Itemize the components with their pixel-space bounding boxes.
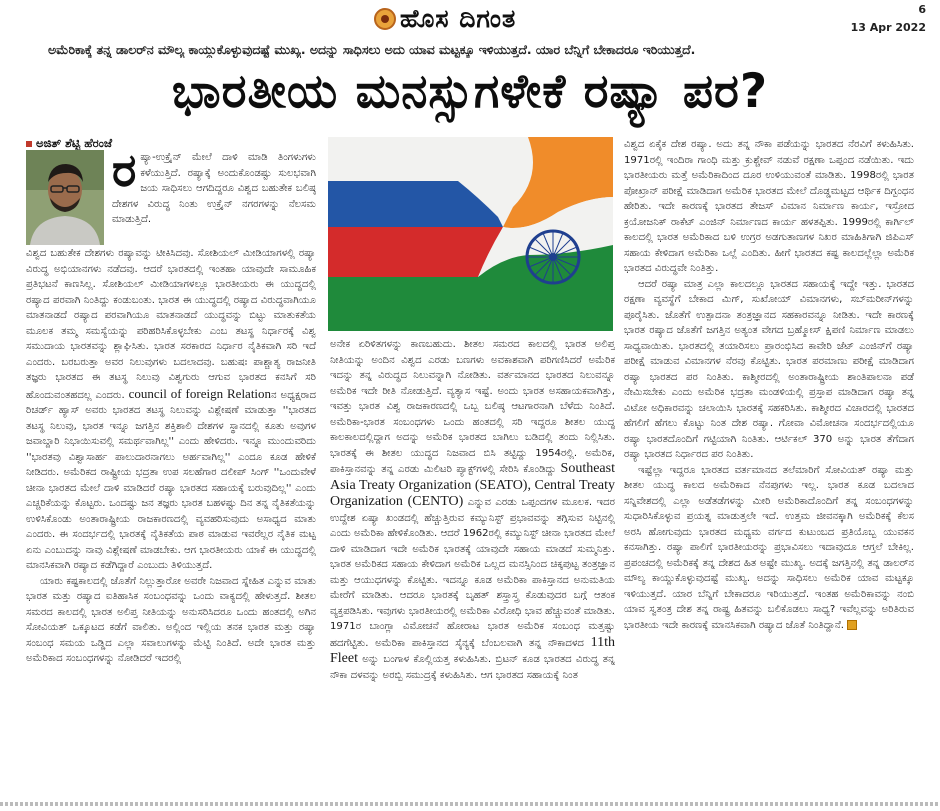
author-name: ಅಜಿತ್ ಶೆಟ್ಟಿ ಹೆರಂಜೆ — [36, 136, 113, 150]
article-column-3 — [624, 137, 914, 801]
paragraph-text: ಅನ್ನು ಬಂಗಾಳ ಕೊಲ್ಲಿಯತ್ತ ಕಳುಹಿಸಿತು. ಬ್ರಿಟನ್ ಕೂಡ ಭಾರತದ ವಿರುದ್ಧ ತನ್ನ ನೌಕಾ ದಳವನ್ನು ಅರಬ್ಬಿ ಸಮುದ್ರಕ್ಕೆ ಕಳುಹಿಸಿತು. ಆಗ ಭಾರತದ ಸಹಾಯಕ್ಕೆ ನಿಂತ — [330, 654, 615, 681]
newspaper-title: ಹೊಸ ದಿಗಂತ — [400, 4, 517, 33]
article-strapline: ಅಮೆರಿಕಾಕ್ಕೆ ತನ್ನ ಡಾಲರ್‌ನ ಮೌಲ್ಯ ಕಾಯ್ದುಕೊಳ್ಳುವುದಷ್ಟೆ ಮುಖ್ಯ. ಅದನ್ನು ಸಾಧಿಸಲು ಅದು ಯಾವ ಮಟ್ಟಕ್ಕೂ ಇಳಿಯುತ್ತದೆ. ಯಾರ ಬೆನ್ನಿಗೆ ಬೇಕಾದರೂ ಇರಿಯುತ್ತದೆ. — [48, 42, 696, 57]
paragraph-text: ಅನೇಕ ಏರಿಳಿತಗಳನ್ನು ಕಾಣಬಹುದು. ಶೀತಲ ಸಮರದ ಕಾಲದಲ್ಲಿ ಭಾರತ ಅಲಿಪ್ತ ನೀತಿಯನ್ನು ಅಂದಿನ ವಿಶ್ವದ ಎರಡು ಬಣಗಳು ಅವಕಾಶವಾಗಿ ಪರಿಗಣಿಸಿದರೆ ಅಮೆರಿಕ ಇದನ್ನು ತನ್ನ ವಿರುದ್ಧದ ನಿಲುವನ್ನಾಗಿ ನೋಡಿತು. ವರ್ತಮಾನದ ಭಾರತದ ನಿಲುವನ್ನೂ ಅಮೆರಿಕ ಇದೇ ರೀತಿ ನೋಡುತ್ತಿದೆ. ವ್ಯತ್ಯಾಸ ಇಷ್ಟೆ. ಅಂದು ಭಾರತ ಅಸಹಾಯಕವಾಗಿತ್ತು, ಇವತ್ತು ಭಾರತ ವಿಶ್ವ ರಾಜಕಾರಣದಲ್ಲಿ ಒಬ್ಬ ಬಲಿಷ್ಠ ಆಟಗಾರನಾಗಿ ಬೆಳೆದು ನಿಂತಿದೆ. ಅಮೆರಿಕಾ-ಭಾರತ ಸಂಬಂಧಗಳು ಒಂದು ಹಂತದಲ್ಲಿ ಸರಿ ಇದ್ದರೂ ಶೀತಲ ಯುದ್ಧ ಕಾಲಕಾಲದಲ್ಲಿದ್ದಾಗ ಅದನ್ನು ಅಮೆರಿಕ ಭಾರತದ ಬಾಗಿಲು ಬಡಿದಲ್ಲಿ ತಂದು ನಿಲ್ಲಿಸಿತು. ಭಾರತಕ್ಕೆ ಈ ಶೀತಲ ಯುದ್ಧದ ನಿಜವಾದ ಬಿಸಿ ತಟ್ಟಿದ್ದು 1954ರಲ್ಲಿ. ಅಮೆರಿಕ, ಪಾಕಿಸ್ತಾನವನ್ನು ತನ್ನ ಎರಡು ಮಿಲಿಟರಿ ಪ್ಯಾಕ್ಟ್‌ಗಳಲ್ಲಿ ಸೇರಿಸಿ ಕೊಂಡಿದ್ದು — [330, 339, 615, 475]
sun-logo-icon — [374, 8, 396, 30]
newspaper-logo — [374, 3, 516, 35]
masthead — [0, 0, 940, 44]
paragraph-text: ಎನ್ನುವ ಎರಡು ಒಪ್ಪಂದಗಳ ಮೂಲಕ. ಇದರ ಉದ್ದೇಶ ಏಷ್ಯಾ ಖಂಡದಲ್ಲಿ ಹೆಚ್ಚುತ್ತಿರುವ ಕಮ್ಯುನಿಸ್ಟ್ ಪ್ರಭಾವವನ್ನು ತಗ್ಗಿಸುವ ನಿಟ್ಟಿನಲ್ಲಿ ಎಂದು ಅಮೆರಿಕಾ ಹೇಳಿಕೊಂಡಿತು. ಆದರೆ 1962ರಲ್ಲಿ ಕಮ್ಯುನಿಸ್ಟ್ ಚೀನಾ ಭಾರತದ ಮೇಲೆ ದಾಳಿ ಮಾಡಿದಾಗ ಇದೇ ಅಮೆರಿಕ ಭಾರತಕ್ಕೆ ಯಾವುದೇ ಸಹಾಯ ಮಾಡದೆ ಸುಮ್ಮನಿತ್ತು. ಭಾರತ ಅಮೆರಿಕದ ಸಹಾಯ ಕೇಳಿದಾಗ ಅಮೆರಿಕ ಒಲ್ಲದ ಮನಸ್ಸಿನಿಂದ ಚಿಕ್ಕಪುಟ್ಟ ತಂತ್ರಜ್ಞಾನ ಮತ್ತು ಆಯುಧಗಳನ್ನು ಕೊಟ್ಟಿತು. ಇದನ್ನೂ ಕೂಡ ಅಮೆರಿಕಾ ಪಾಕಿಸ್ತಾನದ ಅನುಮತಿಯ ಮೇರೆಗೆ ಮಾಡಿತು. ಆದರೂ ಭಾರತಕ್ಕೆ ಬೃಹತ್ ಶಸ್ತ್ರಾಸ್ತ್ರ ಕೊಡುವುದರ ಬಗ್ಗೆ ಆತಂಕ ವ್ಯಕ್ತಪಡಿಸಿತು. ಇವುಗಳು ಭಾರತೀಯರಲ್ಲಿ ಅಮೆರಿಕಾ ವಿರೋಧಿ ಭಾವ ಹೆಚ್ಚುವಂತೆ ಮಾಡಿತು. 1971ರ ಬಾಂಗ್ಲಾ ವಿಮೋಚನೆ ಹೋರಾಟ ಭಾರತ ಅಮೆರಿಕ ಸಂಬಂಧ ಮತ್ತಷ್ಟು ಹದಗೆಟ್ಟಿತು. ಅಮೆರಿಕಾ ಪಾಕಿಸ್ತಾನದ ಸೈನ್ಯಕ್ಕೆ ಬೆಂಬಲವಾಗಿ ತನ್ನ ನೌಕಾದಳದ — [330, 497, 615, 649]
article-headline: ಭಾರತೀಯ ಮನಸ್ಸುಗಳೇಕೆ ರಷ್ಯಾ ಪರ? — [171, 64, 769, 119]
english-term: 11th Fleet — [330, 634, 615, 666]
intro-text: ಷ್ಯಾ-ಉಕ್ರೈನ್ ಮೇಲೆ ದಾಳಿ ಮಾಡಿ ತಿಂಗಳುಗಳು ಕಳೆಯುತ್ತಿದೆ. ರಷ್ಯಾಕ್ಕೆ ಅಂದುಕೊಂಡಷ್ಟು ಸುಲಭವಾಗಿ ಜಯ ಸಾಧಿಸಲು ಆಗದಿದ್ದರೂ ವಿಶ್ವದ ಬಹುತೇಕ ಬಲಿಷ್ಠ ದೇಶಗಳ ವಿರುದ್ಧ ನಿಂತು ಉಕ್ರೈನ್ ನಗರಗಳನ್ನು ನೆಲಸಮ ಮಾಡುತ್ತಿದೆ. — [112, 152, 316, 225]
paragraph: ಆದರೆ ರಷ್ಯಾ ಮಾತ್ರ ಎಲ್ಲಾ ಕಾಲದಲ್ಲೂ ಭಾರತದ ಸಹಾಯಕ್ಕೆ ಇದ್ದೇ ಇತ್ತು. ಭಾರತದ ರಕ್ಷಣಾ ವ್ಯವಸ್ಥೆಗೆ ಬೇಕಾದ ಮಿಗ್, ಸುಖೋಯ್ ವಿಮಾನಗಳು, ಸಬ್‌ಮರೀನ್‌ಗಳನ್ನು ಪೂರೈಸಿತು. ಜೊತೆಗೆ ಉತ್ಪಾದನಾ ತಂತ್ರಜ್ಞಾನದ ಸಹಕಾರವನ್ನೂ ನೀಡಿತು. ಇದೇ ಕಾರಣಕ್ಕೆ ಭಾರತ ರಷ್ಯಾದ ಜೊತೆಗೆ ಜಗತ್ತಿನ ಅತ್ಯಂತ ವೇಗದ ಬ್ರಹ್ಮೋಸ್ ಕ್ಷಿಪಣಿ ನಿರ್ಮಾಣ ಮಾಡಲು ಸಾಧ್ಯವಾಯಿತು. ಭಾರತದಲ್ಲಿ ತಯಾರಿಸಲು ಪ್ರಾರಂಭಿಸಿದ ಕಾವೇರಿ ಜೆಟ್ ಎಂಜಿನ್‌ಗೆ ರಷ್ಯಾ ಪರೀಕ್ಷೆ ಮಾಡುವ ವಿಮಾನಗಳ ನೆರವು ಕೊಟ್ಟಿತು. ಭಾರತ ಪರಮಾಣು ಪರೀಕ್ಷೆ ಮಾಡಿದಾಗ ರಷ್ಯಾ ಭಾರತದ ಪರ ನಿಂತಿತು. ಕಾಶ್ಮೀರದಲ್ಲಿ ಅಂತಾರಾಷ್ಟ್ರೀಯ ಶಾಂತಿಪಾಲನಾ ಪಡೆ ನೇಮಿಸಬೇಕು ಎಂದು ಅಮೆರಿಕ ಭದ್ರತಾ ಮಂಡಳಿಯಲ್ಲಿ ಪ್ರಸ್ತಾಪ ಮಾಡಿದಾಗ ರಷ್ಯಾ ತನ್ನ ವಿಟೋ ಅಧಿಕಾರವನ್ನು ಚಲಾಯಿಸಿ ಭಾರತಕ್ಕೆ ಸಹಕರಿಸಿತು. ಕಾಶ್ಮೀರದ ವಿಚಾರದಲ್ಲಿ ಭಾರತದ ಹೆಗಲಿಗೆ ಹೆಗಲು ಕೊಟ್ಟು ನಿಂತ ದೇಶ ರಷ್ಯಾ. ಗೋವಾ ವಿಮೋಚನಾ ಸಂದರ್ಭದಲ್ಲಿಯೂ ರಷ್ಯಾ ಭಾರತದೊಂದಿಗೆ ಗಟ್ಟಿಯಾಗಿ ನಿಂತಿತು. ಆರ್ಟಿಕಲ್ 370 ಅನ್ನು ಭಾರತ ತೆಗೆದಾಗ ರಷ್ಯಾ ಭಾರತದ ನಿರ್ಧಾರದ ಪರ ನಿಂತಿತು. — [624, 278, 914, 460]
paragraph-text: ಇಷ್ಟೆಲ್ಲಾ ಇದ್ದರೂ ಭಾರತದ ವರ್ತಮಾನದ ತಲೆಮಾರಿಗೆ ಸೋವಿಯತ್ ರಷ್ಯಾ ಮತ್ತು ಶೀತಲ ಯುದ್ಧ ಕಾಲದ ಅಮೆರಿಕಾದ ನೆನಪುಗಳು ಇಲ್ಲ. ಭಾರತ ಕೂಡ ಬದಲಾದ ಸನ್ನಿವೇಶದಲ್ಲಿ ಎಲ್ಲಾ ಅಡೆತಡೆಗಳನ್ನು ಮೀರಿ ಅಮೆರಿಕಾದೊಂದಿಗೆ ತನ್ನ ಸಂಬಂಧಗಳನ್ನು ಸುಧಾರಿಸಿಕೊಳ್ಳುವ ಪ್ರಯತ್ನ ಮಾಡುತ್ತಲೇ ಇದೆ. ಉತ್ತಮ ಜೀವನಕ್ಕಾಗಿ ಅಮೆರಿಕಕ್ಕೆ ಕೆಲಸ ಅರಸಿ ಹೋಗುವುದು ಭಾರತದ ಮಧ್ಯಮ ವರ್ಗದ ಕುಟುಂಬದ ಪ್ರತಿಯೊಬ್ಬ ಯುವಕನ ಕನಸಾಗಿತ್ತು. ರಷ್ಯಾ ಪಾಲಿಗೆ ಭಾರತೀಯರನ್ನು ಪ್ರಭಾವಿಸಲು ಇದಾವುದೂ ಆಗ್ತಲೆ ಬೇಕಿಲ್ಲ. ಪ್ರಪಂಚದಲ್ಲಿ ಅಮೆರಿಕಕ್ಕೆ ತನ್ನ ದೇಶದ ಹಿತ ಅಷ್ಟೇ ಮುಖ್ಯ. ಅದಕ್ಕೆ ಜಗತ್ತಿನಲ್ಲಿ ತನ್ನ ಡಾಲರ್‌ನ ಮೌಲ್ಯ ಕಾಯ್ದುಕೊಳ್ಳುವುದಷ್ಟೆ ಮುಖ್ಯ. ಅದನ್ನು ಸಾಧಿಸಲು ಅಮೆರಿಕ ಯಾವ ಮಟ್ಟಕ್ಕೂ ಇಳಿಯುತ್ತದೆ. ಯಾರ ಬೆನ್ನಿಗೆ ಬೇಕಾದರೂ ಇರಿಯುತ್ತದೆ. ಇಂತಹ ಅಮೆರಿಕಾವನ್ನು ನಂಬಿ ಯಾವ ಸ್ವತಂತ್ರ ದೇಶ ತನ್ನ ರಾಷ್ಟ್ರ ಹಿತವನ್ನು ಬಲಿಕೊಡಲು ಸಾಧ್ಯ? ಇವೆಲ್ಲವನ್ನು ಅರಿತಿರುವ ಭಾರತೀಯ ಇದೇ ಕಾರಣಕ್ಕೆ ಮಾನಸಿಕವಾಗಿ ರಷ್ಯಾದ ಜೊತೆ ನಿಂತಿದ್ದಾನೆ. — [624, 464, 914, 631]
author-photo — [26, 150, 104, 245]
article-column-2 — [330, 337, 615, 801]
english-term: council of foreign Relation — [128, 385, 272, 401]
paragraph — [330, 337, 615, 683]
russia-india-flag-image — [328, 137, 613, 331]
author-portrait-icon — [26, 150, 104, 245]
byline-marker-icon — [26, 141, 32, 147]
article-column-1 — [26, 246, 316, 801]
byline — [26, 136, 112, 151]
article-column-1-intro — [112, 150, 316, 247]
page-number: 6 — [918, 3, 926, 16]
edition-date: 13 Apr 2022 — [850, 21, 926, 34]
paragraph-text: ವಿಶ್ವದ ಬಹುತೇಕ ದೇಶಗಳು ರಷ್ಯಾವನ್ನು ಟೀಕಿಸಿದವು. ಸೋಶಿಯಲ್ ಮೀಡಿಯಾಗಳಲ್ಲಿ ರಷ್ಯಾ ವಿರುದ್ಧ ಅಭಿಯಾನಗಳು ನಡೆದವು. ಆದರೆ ಭಾರತದಲ್ಲಿ ಇಂತಹಾ ಯಾವುದೇ ಸಾಮೂಹಿಕ ಪ್ರತಿಭಟನೆ ಕಾಣಸಿಲ್ಲ. ಸೋಶಿಯಲ್ ಮೀಡಿಯಾಗಳಲ್ಲೂ ಭಾರತೀಯರು ಈ ಯುದ್ಧದಲ್ಲಿ ರಷ್ಯಾದ ಪರವಾಗಿ ನಿಂತಿದ್ದು ಕಂಡುಬಂತು. ಭಾರತ ಈ ಯುದ್ಧದಲ್ಲಿ ರಷ್ಯಾದ ವಿರುದ್ಧವಾಗಿಯೂ ಮಾತನಾಡದೆ ರಷ್ಯಾದ ಪರವಾಗಿಯೂ ಮಾತನಾಡದೆ ಯುದ್ಧವನ್ನು ಬಿಟ್ಟು ಮಾತುಕತೆಯ ಮೂಲಕ ತಮ್ಮ ಸಮಸ್ಯೆಯನ್ನು ಪರಿಹರಿಸಿಕೊಳ್ಳಬೇಕು ಎಂಬ ತಟಸ್ಥ ನಿರ್ಧಾರಕ್ಕೆ ವಿಶ್ವ ಸಮುದಾಯ ಭಾರತವನ್ನು ಶ್ಲಾಘಿಸಿತು. ಭಾರತ ಸರಕಾರದ ನಿರ್ಧಾರ ನೈತಿಕವಾಗಿ ಸರಿ ಇದೆ ಎಂದರು. ಬರಬರುತ್ತಾ ಅವರ ನಿಲುವುಗಳು ಬದಲಾದವು. ಬಹುಷಃ ಪಾಶ್ಚಾತ್ಯ ರಾಜನೀತಿ ತಜ್ಞರು ಭಾರತದ ಈ ತಟಸ್ಥ ನಿಲುವು ವಿಶ್ವಗುರು ಆಗುವ ಭಾರತದ ಕನಸಿಗೆ ಸರಿ ಹೊಂದುವಂತಹದಲ್ಲ ಎಂದರು. — [26, 248, 316, 401]
paragraph — [624, 463, 914, 634]
page-bottom-rule — [0, 802, 940, 806]
dropcap: ರ — [112, 150, 137, 197]
paragraph: ವಿಶ್ವದ ಏಕೈಕ ದೇಶ ರಷ್ಯಾ. ಅದು ತನ್ನ ನೌಕಾ ಪಡೆಯನ್ನು ಭಾರತದ ನೆರವಿಗೆ ಕಳುಹಿಸಿತು. 1971ರಲ್ಲಿ ಇಂದಿರಾ ಗಾಂಧಿ ಮತ್ತು ಕ್ರುಶ್ಚೇವ್ ನಡುವೆ ರಕ್ಷಣಾ ಒಪ್ಪಂದ ನಡೆಯಿತು. ಇದು ಭಾರತೀಯರು ಮತ್ತೆ ಅಮೆರಿಕಾದಿಂದ ದೂರ ಉಳಿಯುವಂತೆ ಮಾಡಿತು. 1998ರಲ್ಲಿ ಭಾರತ ಪೋಖ್ರಾನ್ ಪರೀಕ್ಷೆ ಮಾಡಿದಾಗ ಅಮೆರಿಕ ಭಾರತದ ಮೇಲೆ ದೊಡ್ಡಮಟ್ಟದ ಆರ್ಥಿಕ ದಿಗ್ಬಂಧನ ಹೇರಿತು. ಇದೇ ಕಾರಣಕ್ಕೆ ಭಾರತದ ತೇಜಸ್ ವಿಮಾನ ನಿರ್ಮಾಣ ಕಾರ್ಯ, ಇಸ್ರೋದ ಕ್ರಯೋಜನಿಕ್ ರಾಕೆಟ್ ಎಂಜಿನ್ ನಿರ್ಮಾಣದ ಕಾರ್ಯ ಹಳತಪ್ಪಿತು. 1999ರಲ್ಲಿ ಕಾರ್ಗಿಲ್ ಕಾಲದಲ್ಲಿ ಭಾರತ ಅಮೆರಿಕಾದ ಬಳಿ ಉಗ್ರರ ಅಡಗುತಾಣಗಳ ನಿಖರ ಮಾಹಿತಿಗಾಗಿ ಜಿಪಿಎಸ್ ಸಹಾಯ ಕೇಳಿದಾಗ ಅಮೆರಿಕಾ ಒಲ್ಲೆ ಎಂದಿತು. ಹೀಗೆ ಭಾರತದ ಕಷ್ಟ ಕಾಲದಲ್ಲೆಲ್ಲಾ ಅಮೆರಿಕ ಭಾರತದ ವಿರುದ್ಧವೇ ನಿಂತಿತ್ತು. — [624, 139, 914, 274]
paragraph-text: ನ ಅಧ್ಯಕ್ಷರಾದ ರಿಚರ್ಡ್ ಹ್ಯಾಸ್ ಅವರು ಭಾರತದ ತಟಸ್ಥ ನಿಲುವನ್ನು ವಿಶ್ಲೇಷಣೆ ಮಾಡುತ್ತಾ ''ಭಾರತದ ತಟಸ್ಥ ನಿಲುವು, ಭಾರತ ಇನ್ನೂ ಜಗತ್ತಿನ ಶಕ್ತಿಶಾಲಿ ದೇಶಗಳ ಸ್ಥಾನದಲ್ಲಿ ಕೂತು ಅವುಗಳ ಜವಾಬ್ದಾರಿ ನಿಭಾಯಿಸುವಲ್ಲಿ ಸಮರ್ಥವಾಗಿಲ್ಲ'' ಎಂದು ಹೇಳಿದರು. ಇನ್ನೂ ಮುಂದುವರಿದು ''ಭಾರತವು ವಿಶ್ವಾಸಾರ್ಹ ಪಾಲುದಾರನಾಗಲು ಅರ್ಹವಾಗಿಲ್ಲ'' ಎಂದೂ ಕೂಡ ಹೇಳಿಕೆ ನೀಡಿದರು. ಅಮೆರಿಕದ ರಾಷ್ಟ್ರೀಯ ಭದ್ರತಾ ಉಪ ಸಲಹೆಗಾರ ದಲೀಪ್ ಸಿಂಗ್ ''ಒಂದುವೇಳೆ ಚೀನಾ ಭಾರತದ ಮೇಲೆ ದಾಳಿ ಮಾಡಿದರೆ ರಷ್ಯಾ ಭಾರತದ ಸಹಾಯಕ್ಕೆ ಬರುವುದಿಲ್ಲ'' ಎಂದು ಎಚ್ಚರಿಕೆಯನ್ನು ಕೊಟ್ಟರು. ಒಂದಷ್ಟು ಜನ ತಜ್ಞರು ಭಾರತ ಬಹಳಷ್ಟು ದಿನ ತನ್ನ ನೈತಿಕತೆಯನ್ನು ಉಳಿಸಿಕೊಂಡು ಅಂತಾರಾಷ್ಟ್ರೀಯ ರಾಜಕಾರಣದಲ್ಲಿ ವ್ಯವಹರಿಸುವುದು ಅಸಾಧ್ಯದ ಮಾತು ಎಂದರು. ಈ ಸಂದರ್ಭದಲ್ಲಿ ಭಾರತಕ್ಕೆ ನೈತಿಕತೆಯ ಪಾಠ ಮಾಡುವ ಇವರೆಲ್ಲರ ನೈತಿಕ ಮಟ್ಟ ಏನು ಎಂಬುದನ್ನು ನಾವು ವಿಶ್ಲೇಷಣೆ ಮಾಡಬೇಕು. ಆಗ ಭಾರತೀಯರು ಯಾಕೆ ಈ ಯುದ್ಧದಲ್ಲಿ ಮಾನಸಿಕವಾಗಿ ರಷ್ಯಾದ ಕಡೆಗಿದ್ದಾರೆ ಎಂಬುದು ತಿಳಿಯುತ್ತದೆ. — [26, 389, 316, 571]
english-term: Southeast Asia Treaty Organization (SEATO), Central Treaty Organization (CENTO) — [330, 461, 615, 509]
end-of-article-icon — [847, 620, 857, 630]
paragraph — [26, 246, 316, 574]
paragraph: ಯಾರು ಕಷ್ಟಕಾಲದಲ್ಲಿ ಜೊತೆಗೆ ನಿಲ್ಲುತ್ತಾರೋ ಅವರೇ ನಿಜವಾದ ಸ್ನೇಹಿತ ಎನ್ನುವ ಮಾತು ಭಾರತ ಮತ್ತು ರಷ್ಯಾದ ಐತಿಹಾಸಿಕ ಸಂಬಂಧವನ್ನು ಒಂದು ವಾಕ್ಯದಲ್ಲಿ ಹೇಳುತ್ತದೆ. ಶೀತಲ ಸಮರದ ಕಾಲದಲ್ಲಿ ಭಾರತ ಅಲಿಪ್ತ ನೀತಿಯನ್ನು ಅನುಸರಿಸಿದರೂ ಒಂದು ಹಂತದಲ್ಲಿ ಅಗಿನ ಸೋವಿಯತ್ ಒಕ್ಕೂಟದ ಕಡೆಗೆ ವಾಲಿತು. ಅಲ್ಲಿಂದ ಇಲ್ಲಿಯ ತನಕ ಭಾರತ ಮತ್ತು ರಷ್ಯಾ ಸಂಬಂಧ ಸಮಯ ಒಡ್ಡಿದ ಎಲ್ಲಾ ಸವಾಲುಗಳನ್ನು ಮೆಟ್ಟಿ ನಿಂತಿದೆ. ಅದೇ ಭಾರತ ಮತ್ತು ಅಮೆರಿಕಾದ ಸಂಬಂಧಗಳನ್ನು ನೋಡಿದರೆ ಇದರಲ್ಲಿ — [26, 575, 316, 664]
flags-icon — [328, 137, 613, 331]
